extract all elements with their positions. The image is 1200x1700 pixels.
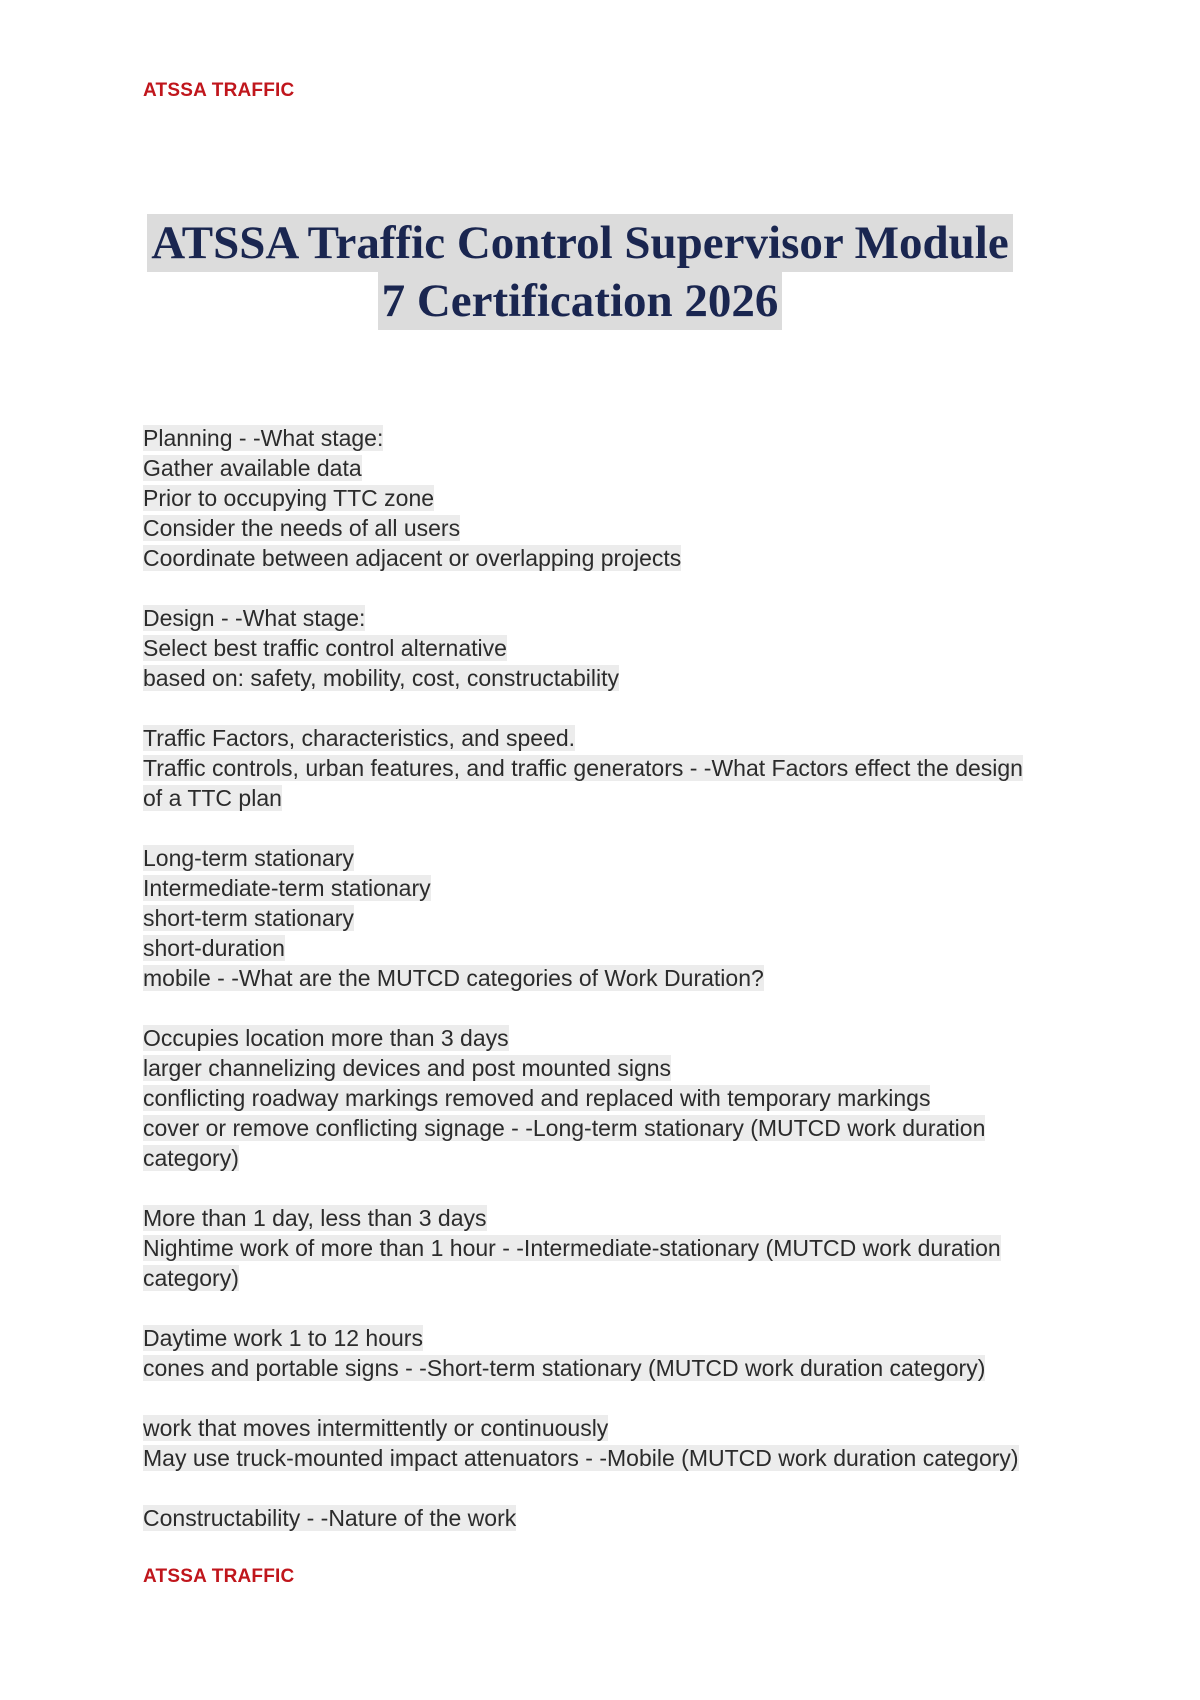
text-line: [143, 1413, 1063, 1443]
text-line-highlight: Design - -What stage:: [143, 605, 366, 631]
text-line-highlight: Nightime work of more than 1 hour - -Intermediate-stationary (MUTCD work duration: [143, 1235, 1001, 1261]
text-line-highlight: Intermediate-term stationary: [143, 875, 431, 901]
text-line: [143, 453, 1063, 483]
text-line-highlight: short-duration: [143, 935, 285, 961]
qa-block: [143, 1503, 1063, 1533]
text-line: [143, 1233, 1063, 1263]
text-line: [143, 873, 1063, 903]
qa-block: [143, 1413, 1063, 1473]
text-line-highlight: of a TTC plan: [143, 785, 282, 811]
qa-block: [143, 843, 1063, 993]
text-line: [143, 723, 1063, 753]
text-line-highlight: cover or remove conflicting signage - -Long-term stationary (MUTCD work duration: [143, 1115, 986, 1141]
title-line-1: ATSSA Traffic Control Supervisor Module: [147, 214, 1012, 272]
text-line-highlight: Occupies location more than 3 days: [143, 1025, 509, 1051]
text-line-highlight: May use truck-mounted impact attenuators - -Mobile (MUTCD work duration category): [143, 1445, 1019, 1471]
text-line-highlight: conflicting roadway markings removed and replaced with temporary markings: [143, 1085, 931, 1111]
qa-block: [143, 723, 1063, 813]
text-line-highlight: Traffic Factors, characteristics, and speed.: [143, 725, 576, 751]
text-line-highlight: larger channelizing devices and post mounted signs: [143, 1055, 672, 1081]
text-line-highlight: category): [143, 1145, 239, 1171]
text-line: [143, 1263, 1063, 1293]
text-line: [143, 1443, 1063, 1473]
text-line-highlight: Traffic controls, urban features, and traffic generators - -What Factors effect the design: [143, 755, 1023, 781]
text-line: [143, 1203, 1063, 1233]
qa-block: [143, 1023, 1063, 1173]
qa-block: [143, 423, 1063, 573]
text-line: [143, 1143, 1063, 1173]
text-line: [143, 783, 1063, 813]
text-line-highlight: Long-term stationary: [143, 845, 354, 871]
text-line-highlight: work that moves intermittently or continuously: [143, 1415, 609, 1441]
document-title: [0, 214, 1200, 330]
text-line-highlight: Consider the needs of all users: [143, 515, 461, 541]
text-line: [143, 543, 1063, 573]
running-footer: ATSSA TRAFFIC: [143, 1566, 295, 1587]
text-line-highlight: More than 1 day, less than 3 days: [143, 1205, 487, 1231]
text-line-highlight: based on: safety, mobility, cost, constructability: [143, 665, 619, 691]
text-line-highlight: cones and portable signs - -Short-term stationary (MUTCD work duration category): [143, 1355, 986, 1381]
text-line: [143, 1023, 1063, 1053]
title-line-2: 7 Certification 2026: [378, 272, 783, 330]
text-line: [143, 513, 1063, 543]
text-line-highlight: Planning - -What stage:: [143, 425, 384, 451]
document-body: [143, 423, 1063, 1563]
text-line-highlight: Constructability - -Nature of the work: [143, 1505, 517, 1531]
text-line-highlight: short-term stationary: [143, 905, 354, 931]
text-line-highlight: Gather available data: [143, 455, 362, 481]
text-line-highlight: Coordinate between adjacent or overlapping projects: [143, 545, 682, 571]
qa-block: [143, 1203, 1063, 1293]
text-line: [143, 843, 1063, 873]
running-header: ATSSA TRAFFIC: [143, 80, 295, 101]
text-line: [143, 1503, 1063, 1533]
text-line: [143, 903, 1063, 933]
text-line-highlight: category): [143, 1265, 239, 1291]
text-line: [143, 483, 1063, 513]
qa-block: [143, 1323, 1063, 1383]
text-line: [143, 933, 1063, 963]
text-line-highlight: Select best traffic control alternative: [143, 635, 507, 661]
text-line-highlight: mobile - -What are the MUTCD categories of Work Duration?: [143, 965, 764, 991]
text-line: [143, 1113, 1063, 1143]
text-line: [143, 963, 1063, 993]
text-line: [143, 753, 1063, 783]
text-line: [143, 1323, 1063, 1353]
text-line-highlight: Daytime work 1 to 12 hours: [143, 1325, 423, 1351]
text-line: [143, 633, 1063, 663]
qa-block: [143, 603, 1063, 693]
text-line: [143, 423, 1063, 453]
text-line: [143, 663, 1063, 693]
text-line: [143, 1053, 1063, 1083]
text-line: [143, 1353, 1063, 1383]
text-line-highlight: Prior to occupying TTC zone: [143, 485, 435, 511]
text-line: [143, 1083, 1063, 1113]
text-line: [143, 603, 1063, 633]
